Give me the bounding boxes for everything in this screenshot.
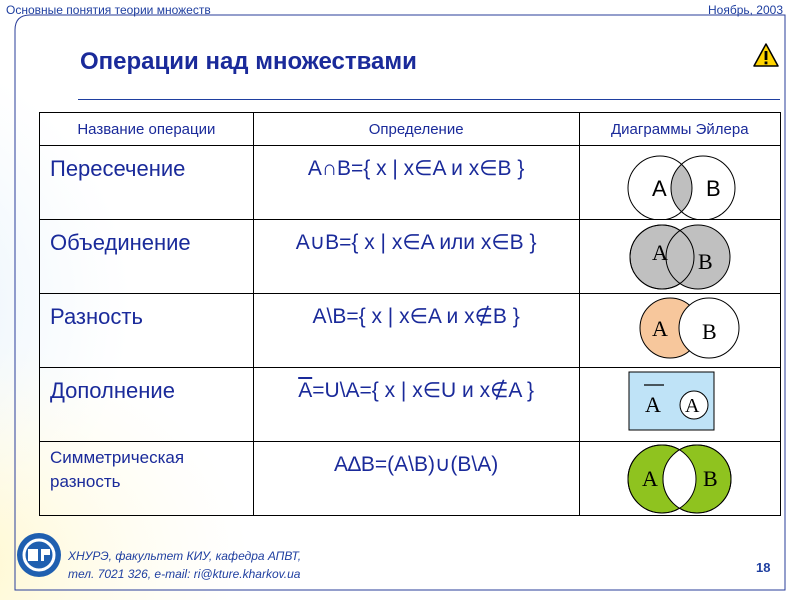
warning-icon bbox=[752, 42, 780, 70]
operation-definition: A∪B={ x | x∈A или x∈B } bbox=[295, 231, 537, 254]
complement-symbol: $\overline{A}$ bbox=[298, 379, 313, 402]
footer-contacts bbox=[68, 547, 301, 583]
complement-diagram bbox=[580, 368, 780, 441]
difference-diagram bbox=[580, 294, 780, 367]
header-name: Название операции bbox=[40, 113, 254, 146]
complement-definition: =U\A={ x | x∈U и x∉A } bbox=[312, 379, 535, 402]
table-row bbox=[40, 442, 781, 516]
operations-table bbox=[39, 112, 781, 516]
intersection-diagram bbox=[580, 146, 780, 219]
set-b-label: B bbox=[701, 319, 717, 344]
set-b-label: B bbox=[705, 176, 721, 201]
symmetric-difference-diagram bbox=[580, 442, 780, 515]
set-b-label: B bbox=[697, 249, 713, 274]
set-a-label: A bbox=[651, 176, 667, 201]
footer-line-contacts: тел. 7021 326, e-mail: ri@kture.kharkov.ua bbox=[68, 567, 301, 581]
table-row bbox=[40, 146, 781, 220]
operation-definition bbox=[254, 368, 579, 403]
operation-definition: A\B={ x | x∈A и x∉B } bbox=[312, 305, 520, 328]
header-date: Ноябрь, 2003 bbox=[708, 3, 783, 17]
operation-name: Объединение bbox=[50, 230, 191, 255]
header-diagrams: Диаграммы Эйлера bbox=[579, 113, 780, 146]
header-subject: Основные понятия теории множеств bbox=[6, 3, 211, 17]
set-a-label: A bbox=[641, 466, 658, 491]
set-a-label: A bbox=[651, 316, 668, 341]
operation-definition: A∩B={ x | x∈A и x∈B } bbox=[307, 157, 525, 180]
header-definition: Определение bbox=[253, 113, 579, 146]
table-header-row bbox=[40, 113, 781, 146]
operation-name: Дополнение bbox=[50, 378, 175, 403]
table-row bbox=[40, 294, 781, 368]
operation-definition: A∆B=(A\B)∪(B\A) bbox=[334, 453, 499, 476]
set-a-label: A bbox=[651, 240, 668, 265]
title-divider bbox=[78, 99, 780, 100]
union-diagram bbox=[580, 220, 780, 293]
operation-name: Разность bbox=[50, 304, 143, 329]
set-b-label: B bbox=[702, 466, 718, 491]
footer-line-department: ХНУРЭ, факультет КИУ, кафедра АПВТ, bbox=[68, 549, 302, 563]
table-row bbox=[40, 220, 781, 294]
table-row bbox=[40, 368, 781, 442]
university-logo-icon bbox=[16, 532, 62, 578]
page-title: Операции над множествами bbox=[80, 48, 417, 75]
complement-a-label: A bbox=[644, 392, 661, 417]
page-number: 18 bbox=[756, 560, 771, 575]
set-a-label: A bbox=[684, 395, 700, 417]
operation-name: Симметрическая разность bbox=[50, 448, 185, 491]
operation-name: Пересечение bbox=[50, 156, 186, 181]
